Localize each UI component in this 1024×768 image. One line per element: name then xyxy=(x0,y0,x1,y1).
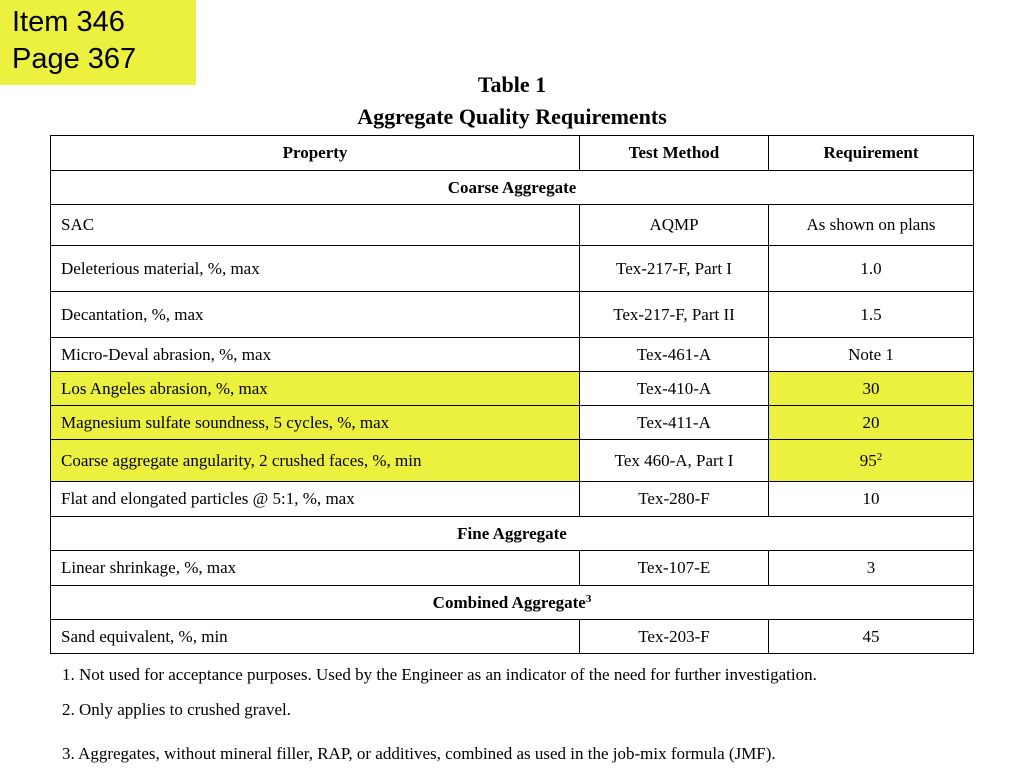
item-number-label: Item 346 xyxy=(12,6,125,38)
table-title: Aggregate Quality Requirements xyxy=(357,104,667,129)
page-number-label: Page 367 xyxy=(12,43,137,75)
cell-property: Decantation, %, max xyxy=(51,292,580,338)
table-row xyxy=(51,205,974,246)
cell-property: SAC xyxy=(51,205,580,246)
cell-requirement: 10 xyxy=(769,482,974,517)
section-row-coarse xyxy=(51,171,974,205)
cell-method: Tex 460-A, Part I xyxy=(580,440,769,482)
cell-requirement: 20 xyxy=(769,406,974,440)
section-row-combined xyxy=(51,586,974,620)
cell-method: Tex-107-E xyxy=(580,551,769,586)
table-row xyxy=(51,551,974,586)
cell-requirement: 3 xyxy=(769,551,974,586)
section-label-fine: Fine Aggregate xyxy=(51,517,974,551)
footnote-2: 2. Only applies to crushed gravel. xyxy=(62,700,291,719)
header-requirement: Requirement xyxy=(769,136,974,171)
header-property: Property xyxy=(51,136,580,171)
cell-method: AQMP xyxy=(580,205,769,246)
cell-property: Coarse aggregate angularity, 2 crushed faces, %, min xyxy=(51,440,580,482)
cell-requirement: 1.0 xyxy=(769,246,974,292)
footnote-1: 1. Not used for acceptance purposes. Used by the Engineer as an indicator of the need for further investigation. xyxy=(62,665,817,684)
cell-method: Tex-217-F, Part I xyxy=(580,246,769,292)
footnote-marker: 2 xyxy=(876,450,883,463)
table-number-title: Table 1 xyxy=(477,72,547,97)
cell-method: Tex-411-A xyxy=(580,406,769,440)
cell-requirement: Note 1 xyxy=(769,338,974,372)
cell-property: Deleterious material, %, max xyxy=(51,246,580,292)
cell-property: Sand equivalent, %, min xyxy=(51,620,580,654)
table-header-row xyxy=(51,136,974,171)
cell-property: Los Angeles abrasion, %, max xyxy=(51,372,580,406)
cell-requirement: 45 xyxy=(769,620,974,654)
cell-method: Tex-410-A xyxy=(580,372,769,406)
section-label-combined-text: Combined Aggregate xyxy=(432,592,586,612)
cell-property: Flat and elongated particles @ 5:1, %, max xyxy=(51,482,580,517)
section-row-fine xyxy=(51,517,974,551)
table-row xyxy=(51,482,974,517)
section-label-coarse: Coarse Aggregate xyxy=(51,171,974,205)
table-row-highlighted xyxy=(51,372,974,406)
aggregate-quality-table xyxy=(50,135,974,654)
section-label-combined xyxy=(51,586,974,620)
table-row xyxy=(51,246,974,292)
cell-method: Tex-203-F xyxy=(580,620,769,654)
footnote-marker: 3 xyxy=(585,592,592,605)
table-row-highlighted xyxy=(51,440,974,482)
cell-requirement: 30 xyxy=(769,372,974,406)
footnote-3: 3. Aggregates, without mineral filler, RAP, or additives, combined as used in the job-mix formula (JMF). xyxy=(62,744,776,763)
table-row xyxy=(51,338,974,372)
table-row xyxy=(51,620,974,654)
cell-method: Tex-461-A xyxy=(580,338,769,372)
cell-property: Micro-Deval abrasion, %, max xyxy=(51,338,580,372)
cell-method: Tex-217-F, Part II xyxy=(580,292,769,338)
table-row-highlighted xyxy=(51,406,974,440)
cell-method: Tex-280-F xyxy=(580,482,769,517)
cell-property: Linear shrinkage, %, max xyxy=(51,551,580,586)
header-test-method: Test Method xyxy=(580,136,769,171)
cell-property: Magnesium sulfate soundness, 5 cycles, %, max xyxy=(51,406,580,440)
cell-requirement: 1.5 xyxy=(769,292,974,338)
requirement-value: 95 xyxy=(859,450,877,470)
table-row xyxy=(51,292,974,338)
cell-requirement xyxy=(769,440,974,482)
cell-requirement: As shown on plans xyxy=(769,205,974,246)
